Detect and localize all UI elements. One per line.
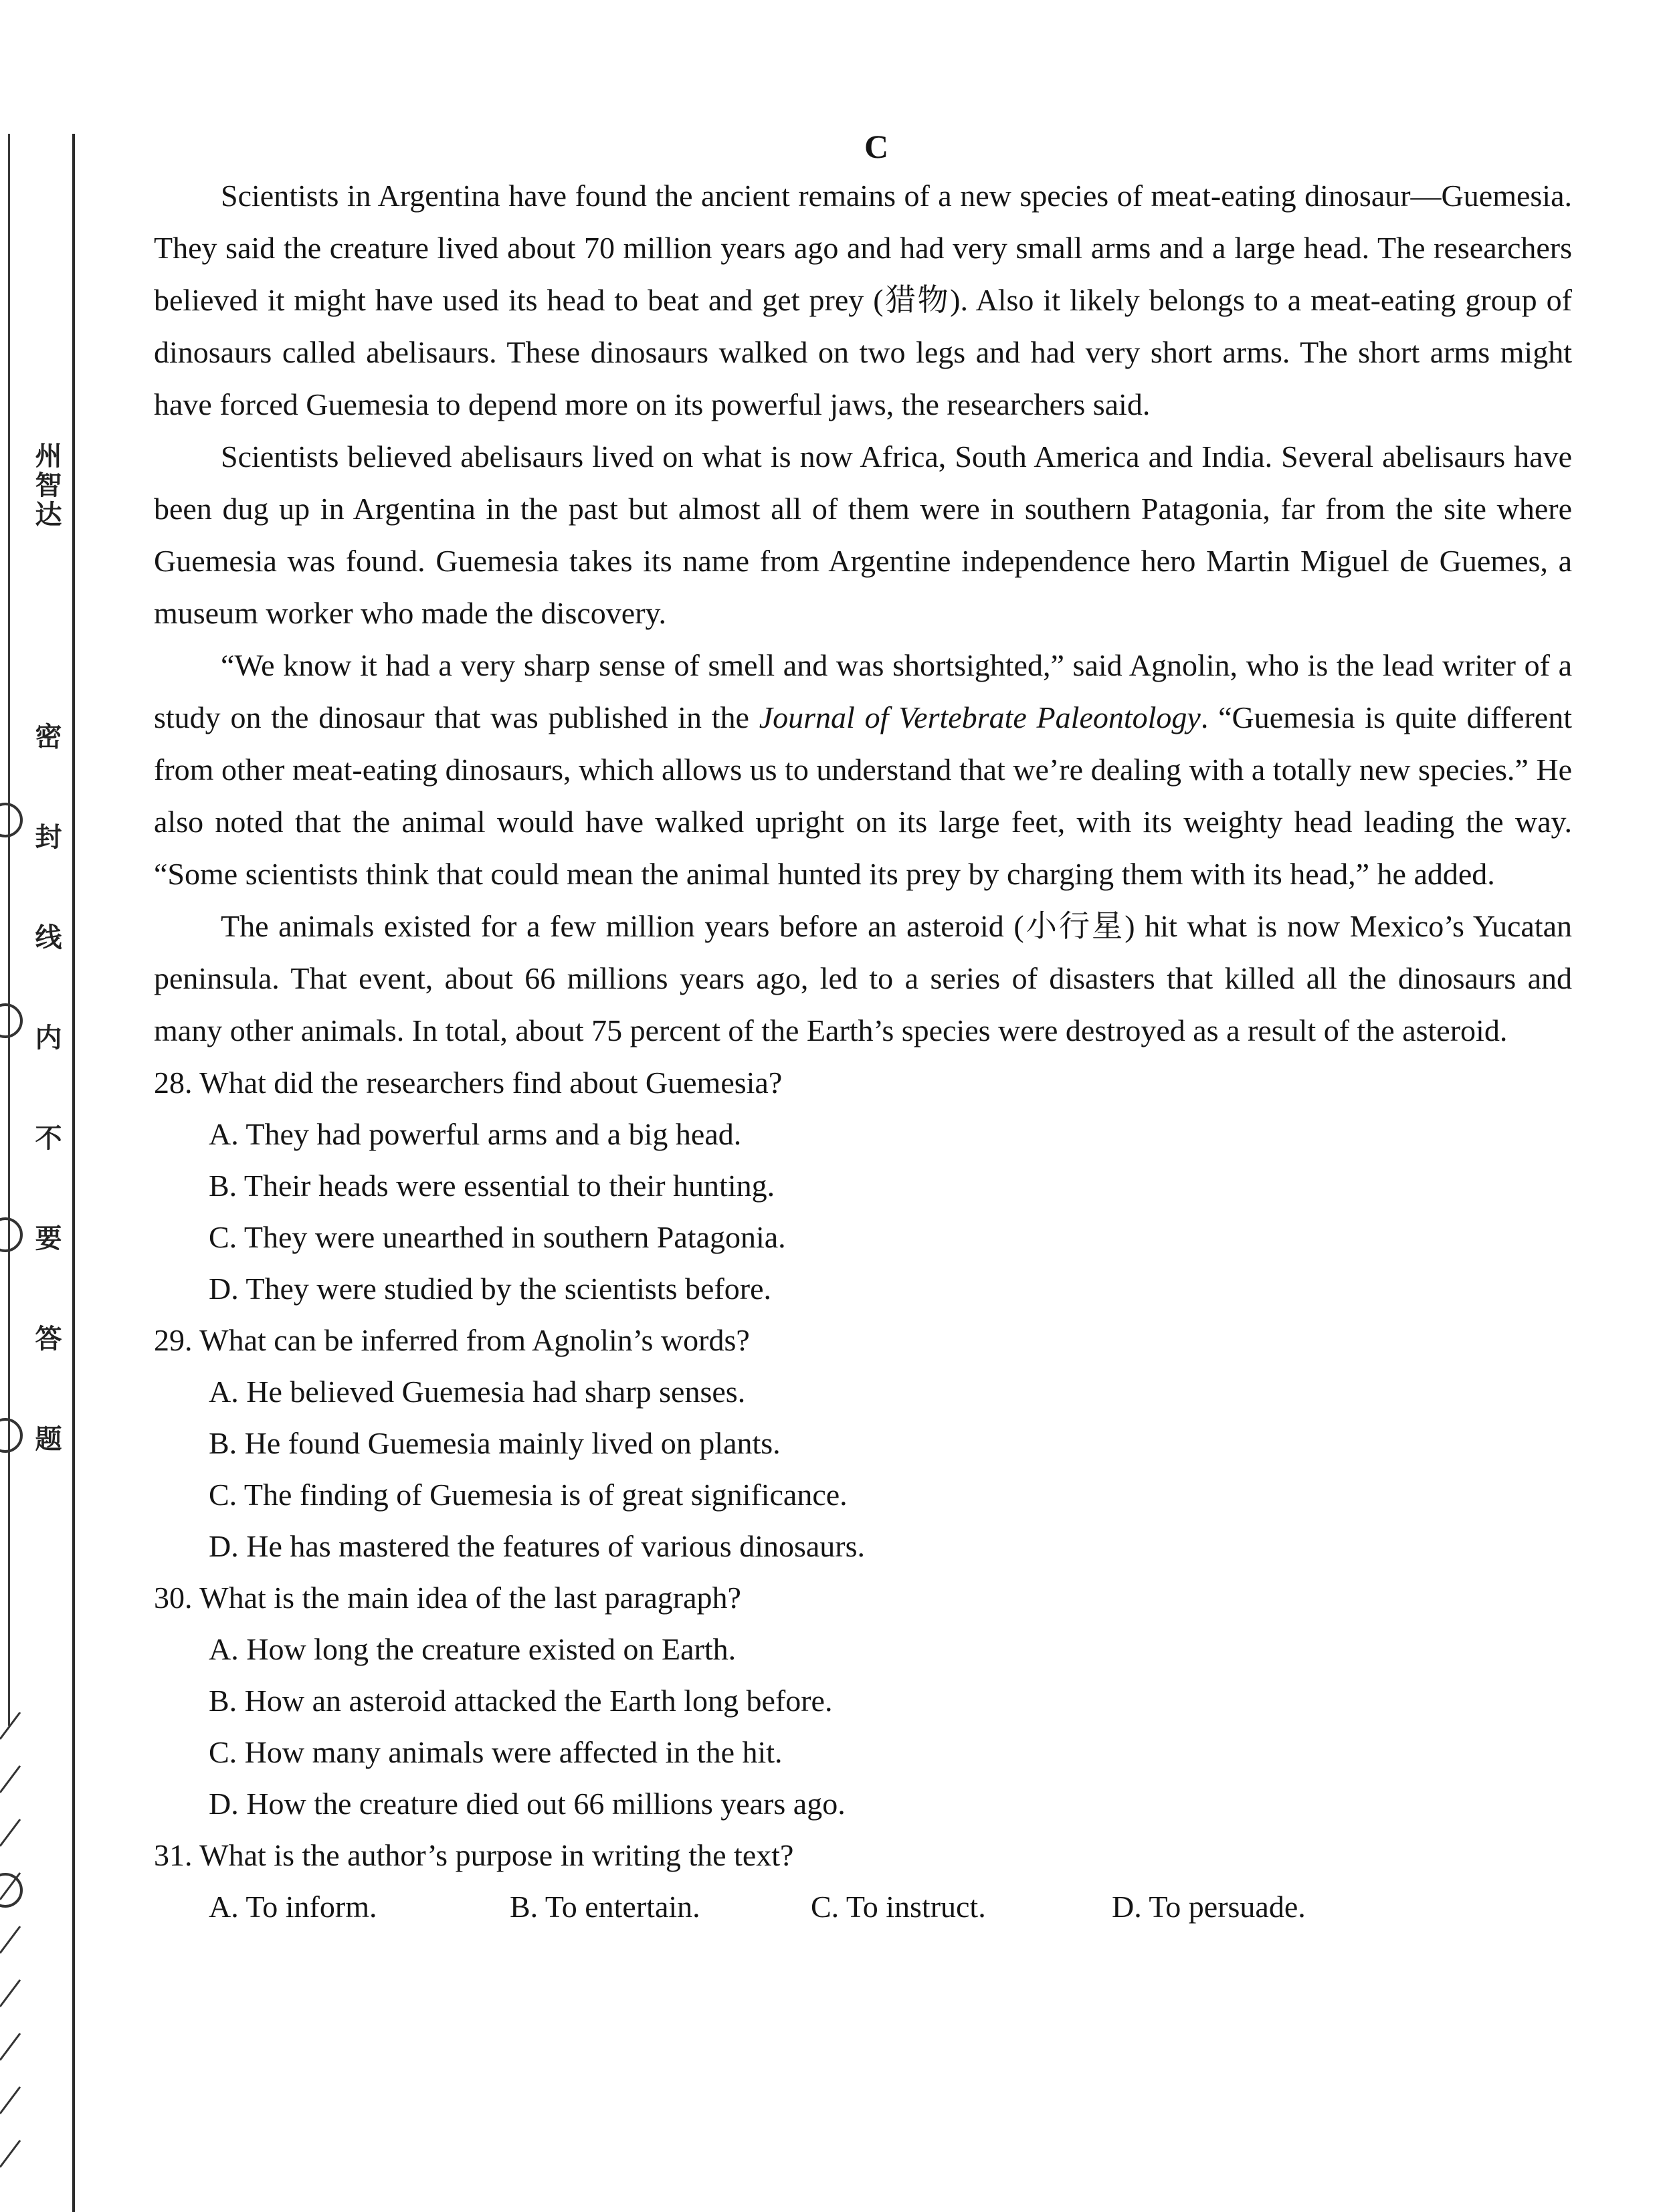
journal-title: Journal of Vertebrate Paleontology (759, 700, 1201, 734)
option-29-a: A. He believed Guemesia had sharp senses. (209, 1375, 746, 1409)
passage-paragraph-3 (154, 639, 1572, 900)
option-28-a: A. They had powerful arms and a big head. (209, 1117, 742, 1151)
option-29-d: D. He has mastered the features of various dinosaurs. (209, 1529, 866, 1563)
option-28-c: C. They were unearthed in southern Patagonia. (209, 1220, 786, 1254)
seal-circle-icon (0, 1217, 23, 1252)
option-30-d: D. How the creature died out 66 millions years ago. (209, 1787, 846, 1821)
passage-paragraph-4: The animals existed for a few million years before an asteroid (小行星) hit what is now Mexico’s Yucatan peninsula. That event, about 66 millions years ago, led to a series of disasters that killed all the dinosaurs and many other animals. In total, about 75 percent of the Earth’s species were destroyed as a result of the asteroid. (154, 909, 1572, 1047)
question-list (154, 1057, 1572, 1932)
seal-circle-icon (0, 1418, 23, 1453)
question-28: 28. What did the researchers find about Guemesia? (154, 1066, 783, 1100)
exam-content (154, 127, 1572, 1932)
option-31-a: A. To inform. (209, 1890, 377, 1924)
option-28-d: D. They were studied by the scientists before. (209, 1272, 771, 1306)
section-title: C (864, 128, 889, 165)
passage-paragraph-1: Scientists in Argentina have found the ancient remains of a new species of meat-eating dinosaur—Guemesia. They said the creature lived about 70 million years ago and had very small arms and a large head. The researchers believed it might have used its head to beat and get prey (猎物). Also it likely belongs to a meat-eating group of dinosaurs called abelisaurs. These dinosaurs walked on two legs and had very short arms. The short arms might have forced Guemesia to depend more on its powerful jaws, the researchers said. (154, 179, 1572, 421)
margin-seal-warning: 密封线内不要答题 (31, 722, 62, 1525)
option-31-b: B. To entertain. (510, 1890, 700, 1924)
question-31: 31. What is the author’s purpose in writing the text? (154, 1838, 794, 1872)
paragraph-3-text-after: . “Guemesia is quite different from other meat-eating dinosaurs, which allows us to understand that we’re dealing with a totally new species.” He also noted that the animal would have walked upright on its large feet, with its weighty head leading the way. “Some scientists think that could mean the animal hunted its prey by charging them with its head,” he added. (154, 700, 1572, 891)
option-31-d: D. To persuade. (1112, 1890, 1306, 1924)
option-29-b: B. He found Guemesia mainly lived on plants. (209, 1426, 781, 1460)
option-29-c: C. The finding of Guemesia is of great significance. (209, 1478, 848, 1512)
option-31-c: C. To instruct. (811, 1890, 986, 1924)
hatch-marks (0, 1712, 27, 2212)
option-30-b: B. How an asteroid attacked the Earth long before. (209, 1684, 833, 1718)
options-31 (154, 1881, 1572, 1932)
question-30: 30. What is the main idea of the last paragraph? (154, 1581, 741, 1615)
binding-line (72, 134, 75, 2212)
option-28-b: B. Their heads were essential to their hunting. (209, 1169, 775, 1203)
seal-circle-icon (0, 803, 23, 837)
option-30-a: A. How long the creature existed on Earth. (209, 1632, 737, 1666)
margin-upper-label: 州智达 (31, 441, 62, 530)
seal-circle-icon (0, 1003, 23, 1038)
passage-paragraph-2: Scientists believed abelisaurs lived on what is now Africa, South America and India. Several abelisaurs have been dug up in Argentina in the past but almost all of them were in southern Patagonia, far from the site where Guemesia was found. Guemesia takes its name from Argentine independence hero Martin Miguel de Guemes, a museum worker who made the discovery. (154, 439, 1572, 630)
question-29: 29. What can be inferred from Agnolin’s words? (154, 1323, 750, 1357)
option-30-c: C. How many animals were affected in the hit. (209, 1735, 783, 1769)
paragraph-3-text-before: “We know it had a very sharp sense of smell and was shortsighted,” said Agnolin, who is the lead writer of a study on the dinosaur that was published in the (154, 648, 1572, 734)
